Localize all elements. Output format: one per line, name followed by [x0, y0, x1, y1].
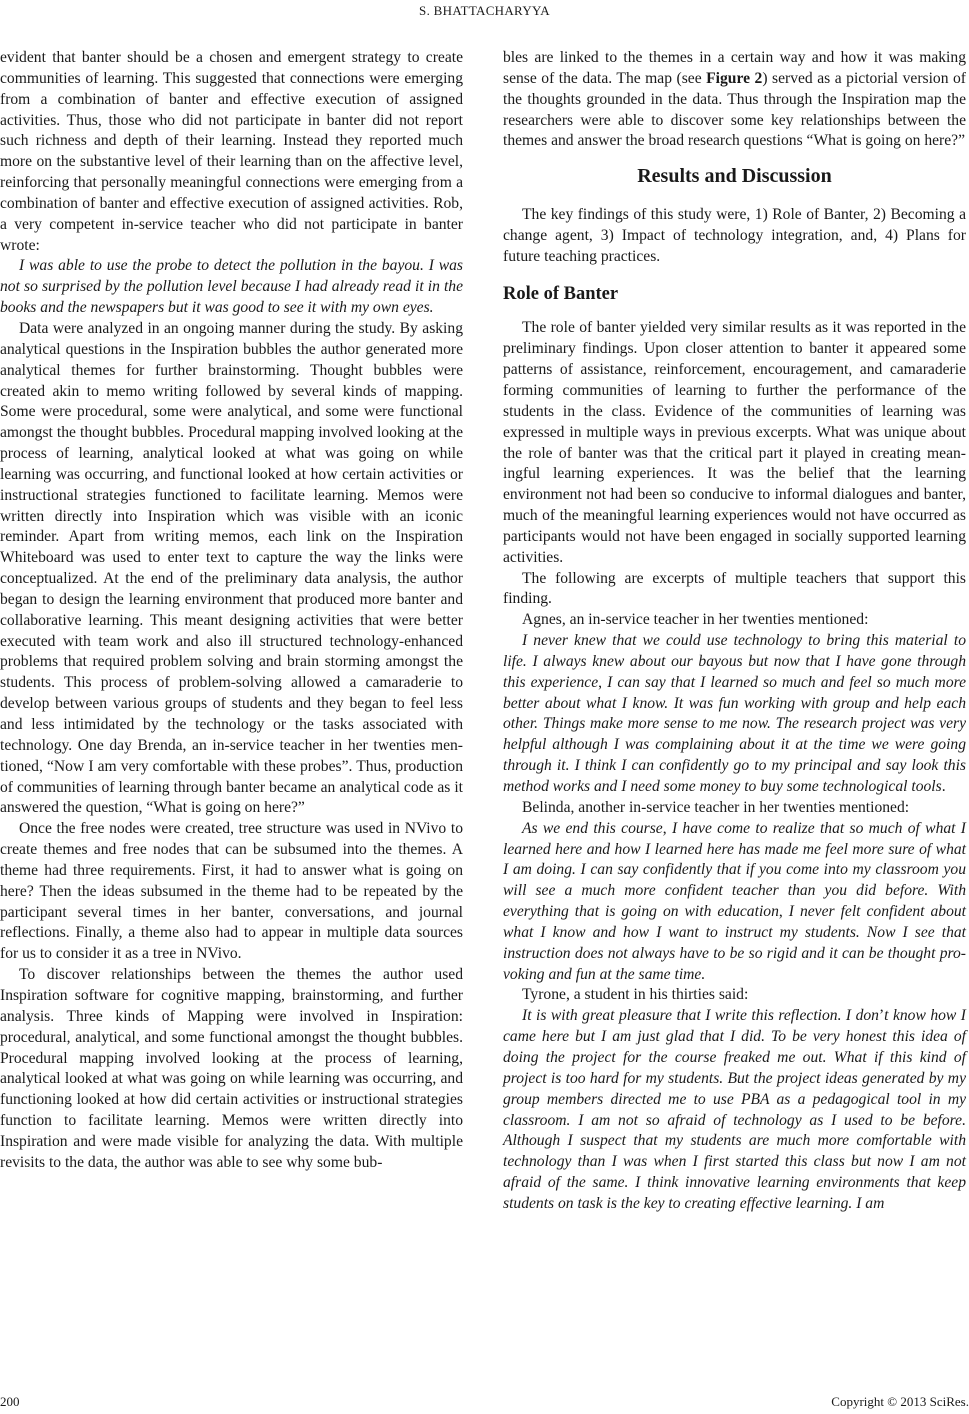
paragraph: Once the free nodes were created, tree structure was used in NVivo to create themes and free nodes that can be subsumed into the themes. A theme had three requirements. First, it had to answer what is going on here? Then the ideas subsumed in the theme had to be repeated by the participant several times in her banter, conversations, and journal reflections. Finally, a theme also had to appear in multiple data sources for us to consider it as a tree in NVivo. [0, 820, 463, 963]
running-head: S. BHATTACHARYYA [419, 3, 550, 18]
figure-reference: Figure 2 [706, 69, 763, 87]
paragraph: Tyrone, a student in his thirties said: [522, 986, 749, 1004]
paragraph: Agnes, an in-service teacher in her twenties mentioned: [522, 611, 869, 629]
page-number: 200 [0, 1394, 20, 1409]
paragraph: To discover relationships between the themes the author used Inspiration software for cognitive mapping, brainstorming, and further analysis. Three kinds of Mapping were involved in Inspiration: procedural, analytical, and some functional amongst the thought bubbles. Procedural mapping involved looking at the process of learning, analytical looked at what was going on while learning was occurring, and functioning looked at how did certain activities or instructional strategies function to facilitate learning. Memos were written directly into Inspiration and were made visible for analyzing the data. With multiple revisits to the data, the author was able to see why some bub- [0, 966, 463, 1171]
subsection-title: Role of Banter [503, 283, 619, 304]
text: bles are linked to the themes in a certain way and how it was making sense of the data. The map (see [503, 49, 966, 87]
quote-belinda: As we end this course, I have come to realize that so much of what I learned here and how I learned here has made me feel more sure of what I am doing. I can say confidently that if you come into my classroom you will see a much more confident teacher than you did before. With everything that is going on with education, I never felt confident about what I know and how I want to instruct my students. Now I see that instruction does not always have to be so rigid and it can be thought provoking and fun at the same time. [503, 819, 967, 983]
quote-agnes: I never knew that we could use technology to bring this material to life. I always knew about our bayous but now that I have gone through this experience, I can say that I learned so much and feel so much more better about what I know. It was fun working with group and help each other. Things make more sense to me now. The research project was very helpful although I was complaining about it at the time we were going through it. I think I can confidently go to my principal and say look this method works and I need some money to buy some technological tools. [503, 632, 967, 795]
paragraph: Data were analyzed in an ongoing manner during the study. By asking analytical questions in the Inspiration bubbles the author generated more analytical themes for further brainstorming. Thought bubbles were created akin to memo writing followed by several kinds of mapping. Some were procedural, some were analytical, and some were functional amongst the thought bubbles. Procedural mapping involved looking at the process of learning, analytical looked at what was going on while learning was occurring, and functional looked at how certain activities or instructional strategies functioned to facilitate learning. Memos were written directly into Inspiration which was visible with an iconic reminder. Apart from writing memos, each link on the Inspiration Whiteboard was used to enter text to capture the way the links were conceptualized. At the end of the preliminary data analysis, the author began to design the learning environment that produced more banter and collaborative learning. This meant designing activities that were better executed with team work and also ill structured technology-enhanced problems that required problem solving and brain storming amongst the students. This process of problem-solving allowed a camaraderie to develop between various groups of students and they began to feel less and less intimidated by the technology or the tasks associated with technology. One day Brenda, an in-service teacher in her twenties mentioned, “Now I am very comfortable with these probes”. Thus, production of communities of learning through banter became an analytical code as it answered the question, “What is going on here?” [0, 319, 463, 817]
text: ) served as a pictorial version of the thoughts grounded in the data. Thus through the Inspiration map the researchers were able to discover some key relationships between the themes and answer the broad research questions “What is going on here?” [503, 69, 967, 150]
text: I never knew that we could use technology to bring this material to life. I always knew about our bayous but now that I have gone through this experience [503, 632, 966, 691]
quote-tyrone: It is with great pleasure that I write this reflection. I don’t know how I came here but I am just glad that I did. To be very honest this idea of doing the project for the course freaked me out. What if this kind of project is too hard for my students. But the project ideas generated by my group members directed me to use PBA as a pedagogical tool in my classroom. I am not so afraid of technology as I used to be before. Although I suspect that my students are much more comfortable with technology than I was when I first started this class but now I am not afraid of the same. I think innovative learning environments that keep students on task is the key to creating effective learning. I am [503, 1007, 966, 1212]
text: I can say that I learned so much and feel so much more better about what I know. It was fun working with group and help each other. Things make more sense to me now. The research project was very helpful although I was complaining about it at the time we were going through it. I think I can confidently go to my principal and say look this method works and I need some money to buy some technological tools [503, 673, 967, 795]
right-column [503, 48, 966, 1215]
paragraph: evident that banter should be a chosen and emergent strategy to create communities of learning. This suggested that connections were emerging from a combination of banter and effective execution of assigned activities. Thus, those who did not participate in banter did not report such richness and depth of their learning. Instead they reported much more on the substantive level of their learning than on the affective level, reinforcing that personally meaningful connections were emerging from a combination of banter and effective execution of assigned activities. Rob, a very competent in-service teacher who did not participate in banter wrote: [0, 49, 463, 254]
section-title: Results and Discussion [637, 165, 832, 188]
text: As we end this course [522, 819, 663, 837]
paragraph: The following are excerpts of multiple teachers that support this finding. [503, 569, 966, 608]
paragraph: The role of banter yielded very similar results as it was reported in the preliminary findings. Upon closer attention to banter it appeared some patterns of assistance, reinforcement, encouragement, and camaraderie forming communities of learning to further the performance of the students in the class. Evidence of the communities of learning was expressed in multiple ways in previous excerpts. What was unique about the role of banter was that the critical part it played in creating meaningful learning experiences. It was the belief that the learning environment not had been so conducive to informal dialogues and banter, much of the meaningful learning experiences would not have occurred as participants would not have been engaged in socially supported learning activities. [503, 319, 966, 566]
paragraph: The key findings of this study were, 1) Role of Banter, 2) Becoming a change agent, 3) Impact of technology integration, and, 4) Plans for future teaching practices. [503, 206, 966, 265]
text: It is with great pleasure that I write this reflection. I don [522, 1007, 879, 1025]
paragraph: Belinda, another in-service teacher in her twenties mentioned: [522, 798, 910, 816]
left-column [0, 48, 463, 1174]
quote-rob: I was able to use the probe to detect the pollution in the bayou. I was not so surprised by the pollution level because I had already read it in the books and the newspapers but it was good to see it with my own eyes. [0, 257, 463, 317]
copyright: Copyright © 2013 SciRes. [831, 1394, 969, 1409]
text: t know how I came here but I am just glad that I did. To be very honest this idea of doing the project for the course freaked me out. What if this kind of project is too hard for my students. But the project ideas generated by my group members directed me to use PBA as a pedagogical tool in my classroom. I am not so afraid of technology as I used to be before. Although I suspect that my students are much more comfortable with technology than I was when I first started this class but now I am not afraid of the same. I think innovative learning environments that keep students on task is the key to creating effective learning. I am [503, 1007, 966, 1212]
text: I never felt confident about what I know and how I want to instruct my students. Now I see that instruction does not always have to be so rigid and it can be thought provoking and fun at the same time. [503, 903, 967, 983]
paragraph [503, 48, 966, 152]
text: I have come to realize that so much of what I learned here and how I learned here has made me feel more sure of what I am doing. I can say confidently that if you come into my classroom you will see a much more confident teacher than you did before. With everything that is going on with education [503, 819, 966, 921]
